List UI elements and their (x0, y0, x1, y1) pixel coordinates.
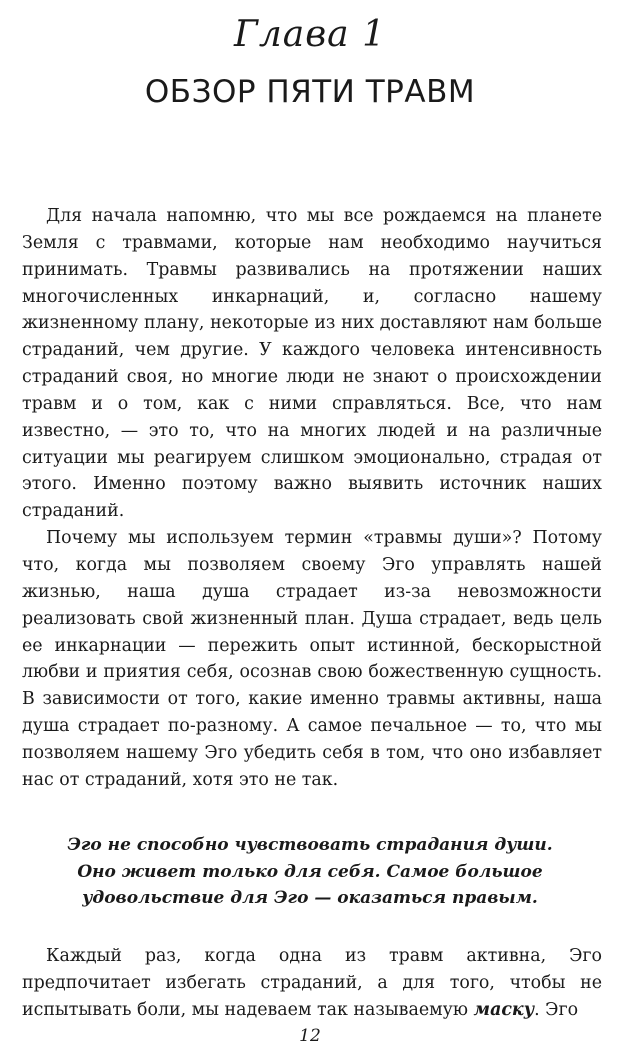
quote-line: Эго не способно чувствовать страдания души. (67, 835, 553, 855)
quote-line: удовольствие для Эго — оказаться правым. (82, 888, 538, 908)
emphasis-word: маску (473, 999, 535, 1020)
pull-quote (40, 832, 580, 912)
chapter-label: Глава 1 (234, 14, 386, 55)
paragraph: Почему мы используем термин «травмы души»? Потому что, когда мы позволяем своему Эго управлять нашей жизнью, наша душа страдает из-за невозможности реализовать свой жизненный план. Душа страдает, ведь цель ее инкарнации — пережить опыт истинной, бескорыстной любви и приятия себя, осознав свою божественную сущность. В зависимости от того, какие именно травмы активны, наша душа страдает по-разному. А самое печальное — то, что мы позволяем нашему Эго убедить себя в том, что оно избавляет нас от страданий, хотя это не так. (22, 528, 602, 790)
paragraph-text: Каждый раз, когда одна из травм активна, Эго предпочитает избегать страданий, а для того, чтобы не испытывать боли, мы надеваем так называемую (22, 946, 602, 1020)
paragraph-text-end: . Эго (534, 999, 579, 1020)
body-text (22, 203, 602, 794)
quote-line: Оно живет только для себя. Самое большое (77, 861, 543, 882)
paragraph: Для начала напомню, что мы все рождаемся на планете Земля с травмами, которые нам необходимо научиться принимать. Травмы развивались на протяжении наших многочисленных инкарнаций, и, согласно нашему жизненному плану, некоторые из них доставляют нам больше страданий, чем другие. У каждого человека интенсивность страданий своя, но многие люди не знают о происхождении травм и о том, как с ними справляться. Все, что нам известно, — это то, что на многих людей и на различные ситуации мы реагируем слишком эмоционально, страдая от этого. Именно поэтому важно выявить источник наших страданий. (22, 206, 602, 522)
chapter-title: ОБЗОР ПЯТИ ТРАВМ (144, 74, 476, 110)
body-text-continued (22, 943, 602, 1024)
page-number: 12 (299, 1026, 321, 1046)
paragraph (22, 943, 602, 1024)
